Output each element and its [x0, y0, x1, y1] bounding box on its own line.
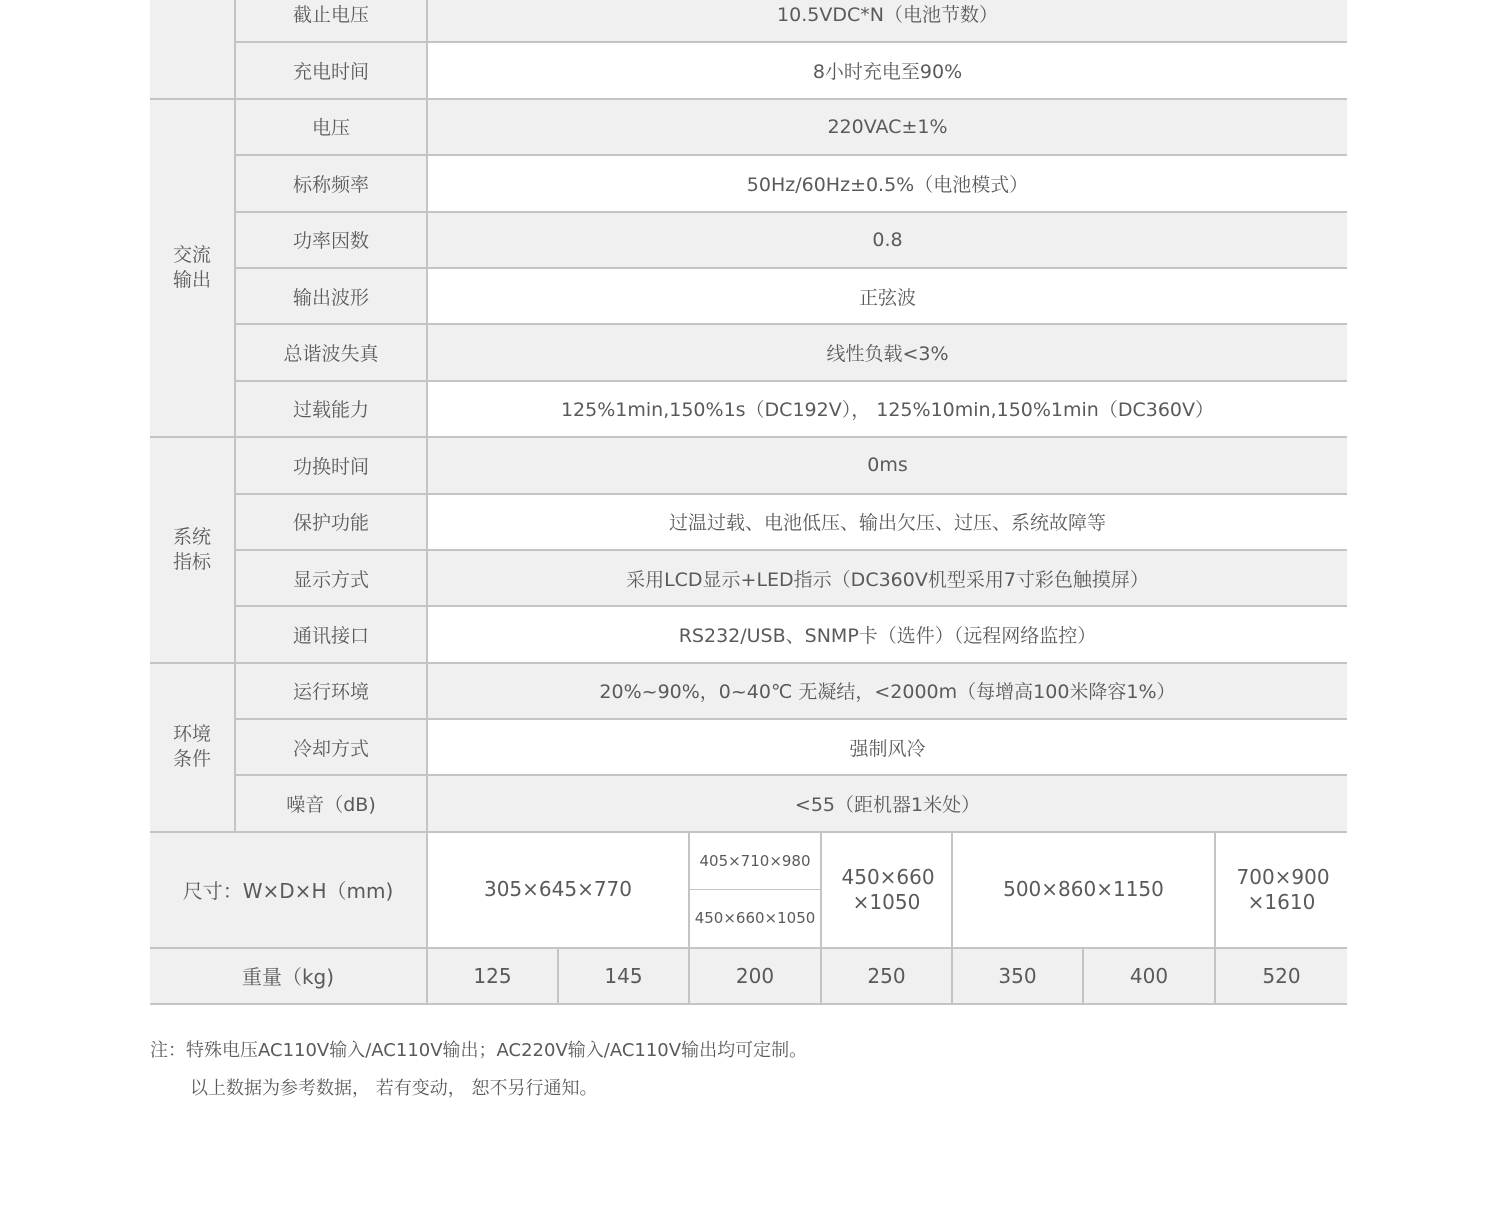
spec-value: RS232/USB、SNMP卡（选件）（远程网络监控）: [427, 606, 1347, 662]
category-environment: 环境条件: [150, 663, 235, 832]
spec-label: 冷却方式: [235, 719, 427, 775]
spec-row-charge-time: [150, 42, 1347, 98]
weight-value: 145: [558, 948, 689, 1004]
weight-value: 400: [1083, 948, 1215, 1004]
spec-label: 过载能力: [235, 381, 427, 437]
weight-value: 200: [689, 948, 821, 1004]
weight-row: [150, 948, 1347, 1004]
spec-label: 电压: [235, 99, 427, 155]
spec-label: 功换时间: [235, 437, 427, 493]
spec-row-noise: [150, 775, 1347, 831]
weight-value: 520: [1215, 948, 1347, 1004]
footnote: 以上数据为参考数据， 若有变动， 恕不另行通知。: [190, 1078, 598, 1099]
dimension-value: 500×860×1150: [952, 832, 1215, 948]
spec-label: 总谐波失真: [235, 324, 427, 380]
spec-row-communication: [150, 606, 1347, 662]
dimension-value: 305×645×770: [427, 832, 689, 948]
spec-row-transfer-time: [150, 437, 1347, 493]
spec-label: 输出波形: [235, 268, 427, 324]
dimension-value: 405×710×980: [689, 832, 821, 890]
spec-label: 标称频率: [235, 155, 427, 211]
spec-row-waveform: [150, 268, 1347, 324]
spec-label: 功率因数: [235, 212, 427, 268]
spec-label: 噪音（dB): [235, 775, 427, 831]
spec-row-display: [150, 550, 1347, 606]
spec-row-output-voltage: [150, 99, 1347, 155]
footnote: 注：特殊电压AC110V输入/AC110V输出；AC220V输入/AC110V输出均可定制。: [150, 1040, 808, 1061]
spec-row-environment: [150, 663, 1347, 719]
dimensions-row: [150, 832, 1347, 890]
spec-label: 运行环境: [235, 663, 427, 719]
weight-label: 重量（kg): [150, 948, 427, 1004]
spec-row-protection: [150, 494, 1347, 550]
spec-value: 强制风冷: [427, 719, 1347, 775]
spec-value: <55（距机器1米处）: [427, 775, 1347, 831]
spec-row-overload: [150, 381, 1347, 437]
dimension-value: 450×660 ×1050: [821, 832, 952, 948]
spec-label: 显示方式: [235, 550, 427, 606]
spec-row-frequency: [150, 155, 1347, 211]
spec-label: 截止电压: [235, 0, 427, 42]
spec-table: [150, 0, 1347, 1005]
spec-value: 采用LCD显示+LED指示（DC360V机型采用7寸彩色触摸屏）: [427, 550, 1347, 606]
weight-value: 350: [952, 948, 1083, 1004]
weight-value: 250: [821, 948, 952, 1004]
spec-row-cooling: [150, 719, 1347, 775]
category-system: 系统指标: [150, 437, 235, 663]
spec-value: 过温过载、电池低压、输出欠压、过压、系统故障等: [427, 494, 1347, 550]
spec-value: 正弦波: [427, 268, 1347, 324]
dimensions-label: 尺寸：W×D×H（mm): [150, 832, 427, 948]
spec-value: 220VAC±1%: [427, 99, 1347, 155]
spec-row-thd: [150, 324, 1347, 380]
footnotes: [150, 1038, 807, 1114]
spec-row-cutoff-voltage: [150, 0, 1347, 42]
dimension-value: 450×660×1050: [689, 890, 821, 948]
spec-value: 线性负载<3%: [427, 324, 1347, 380]
spec-label: 通讯接口: [235, 606, 427, 662]
spec-value: 8小时充电至90%: [427, 42, 1347, 98]
category-ac-output: 交流输出: [150, 99, 235, 437]
spec-row-power-factor: [150, 212, 1347, 268]
spec-label: 充电时间: [235, 42, 427, 98]
spec-value: 10.5VDC*N（电池节数）: [427, 0, 1347, 42]
dimension-value: 700×900 ×1610: [1215, 832, 1347, 948]
category-input: [150, 0, 235, 99]
spec-value: 50Hz/60Hz±0.5%（电池模式）: [427, 155, 1347, 211]
spec-label: 保护功能: [235, 494, 427, 550]
spec-value: 125%1min,150%1s（DC192V）， 125%10min,150%1min（DC360V）: [427, 381, 1347, 437]
spec-value: 0ms: [427, 437, 1347, 493]
spec-value: 20%~90%，0~40℃ 无凝结，<2000m（每增高100米降容1%）: [427, 663, 1347, 719]
weight-value: 125: [427, 948, 558, 1004]
spec-value: 0.8: [427, 212, 1347, 268]
